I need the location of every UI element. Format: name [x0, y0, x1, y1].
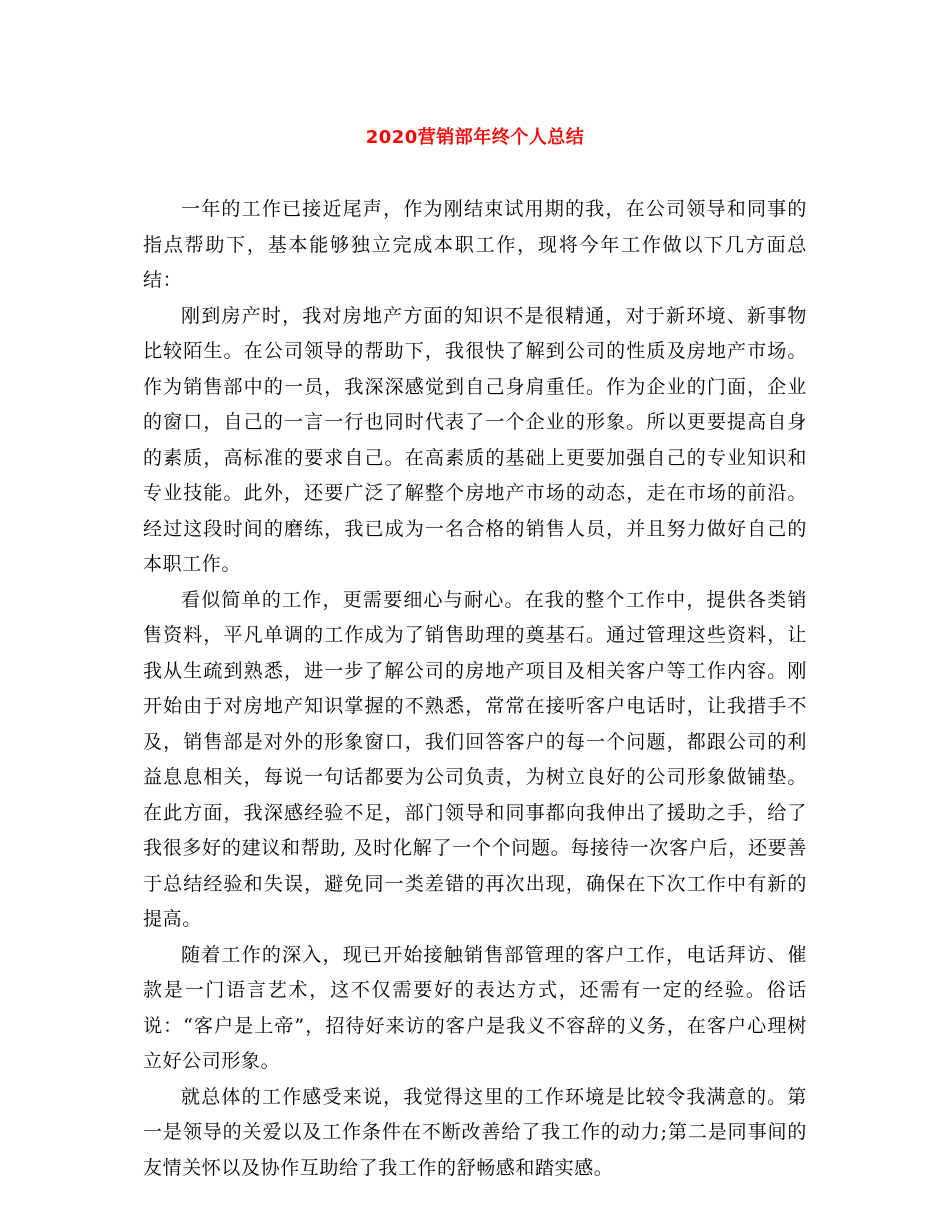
paragraph-patience: 看似简单的工作，更需要细心与耐心。在我的整个工作中，提供各类销售资料，平凡单调的工作成为了销售助理的奠基石。通过管理这些资料，让我从生疏到熟悉，进一步了解公司的房地产项目及相关客户等工作内容。刚开始由于对房地产知识掌握的不熟悉，常常在接听客户电话时，让我措手不及，销售部是对外的形象窗口，我们回答客户的每一个问题，都跟公司的利益息息相关，每说一句话都要为公司负责，为树立良好的公司形象做铺垫。在此方面，我深感经验不足，部门领导和同事都向我伸出了援助之手，给了我很多好的建议和帮助, 及时化解了一个个问题。每接待一次客户后，还要善于总结经验和失误，避免同一类差错的再次出现，确保在下次工作中有新的提高。 — [143, 588, 807, 930]
paragraph-intro: 一年的工作已接近尾声，作为刚结束试用期的我，在公司领导和同事的指点帮助下，基本能够独立完成本职工作，现将今年工作做以下几方面总结： — [143, 198, 807, 291]
paragraph-learning: 刚到房产时，我对房地产方面的知识不是很精通，对于新环境、新事物比较陌生。在公司领导的帮助下，我很快了解到公司的性质及房地产市场。作为销售部中的一员，我深深感觉到自己身肩重任。作为企业的门面，企业的窗口，自己的一言一行也同时代表了一个企业的形象。所以更要提高自身的素质，高标准的要求自己。在高素质的基础上更要加强自己的专业知识和专业技能。此外，还要广泛了解整个房地产市场的动态，走在市场的前沿。经过这段时间的磨练，我已成为一名合格的销售人员，并且努力做好自己的本职工作。 — [143, 304, 807, 575]
paragraph-overall-feeling: 就总体的工作感受来说，我觉得这里的工作环境是比较令我满意的。第一是领导的关爱以及工作条件在不断改善给了我工作的动力;第二是同事间的友情关怀以及协作互助给了我工作的舒畅感和踏实感。 — [143, 1085, 807, 1179]
document-body — [143, 192, 807, 1186]
document-title: 2020营销部年终个人总结 — [365, 127, 585, 148]
paragraph-customer-work: 随着工作的深入，现已开始接触销售部管理的客户工作，电话拜访、催款是一门语言艺术，这不仅需要好的表达方式，还需有一定的经验。俗话说：“客户是上帝”，招待好来访的客户是我义不容辞的义务，在客户心理树立好公司形象。 — [143, 943, 807, 1072]
